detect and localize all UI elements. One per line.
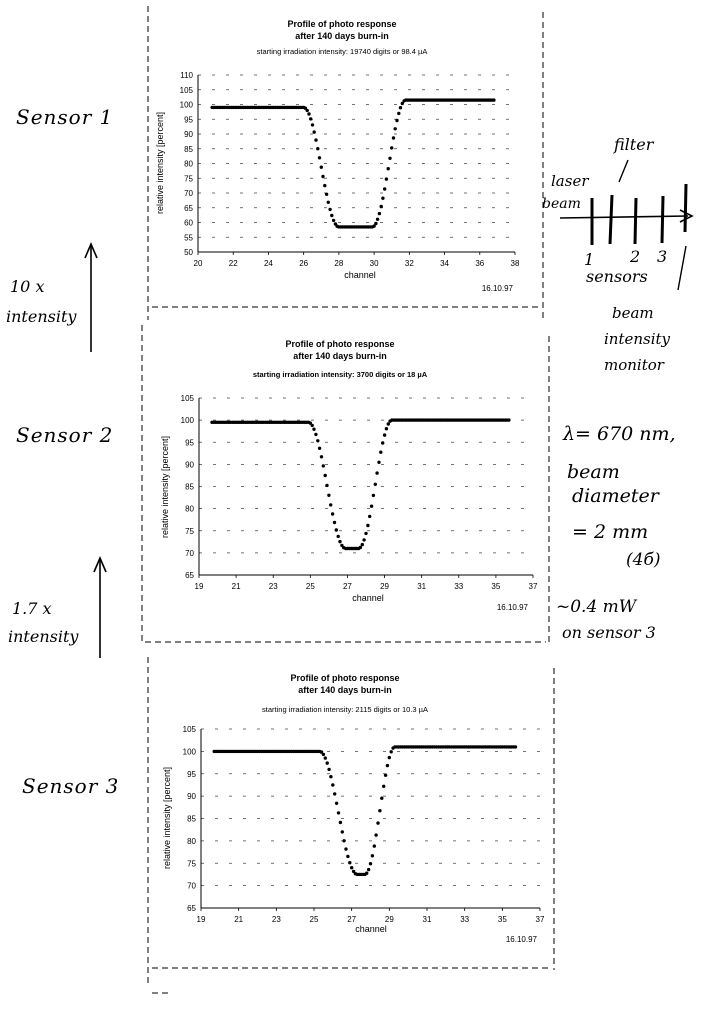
y-tick-label: 95 (187, 769, 196, 779)
data-point (374, 222, 377, 225)
y-tick-label: 100 (182, 747, 196, 757)
sensor-3-label: Sensor 3 (22, 774, 120, 798)
setup-n1: 1 (584, 250, 595, 269)
data-point (386, 764, 389, 767)
data-point (309, 117, 312, 120)
scan-frame-marks (142, 6, 554, 993)
data-point (384, 774, 387, 777)
data-point (338, 540, 341, 543)
y-axis-label: relative intensity [percent] (162, 766, 172, 870)
beam-line (560, 216, 688, 218)
chart-date: 16.10.97 (505, 935, 537, 944)
x-tick-label: 19 (194, 582, 204, 591)
param-note: (4б) (626, 550, 661, 570)
y-tick-label: 70 (185, 548, 194, 558)
chart-sensor-2 (160, 339, 538, 612)
y-tick-label: 60 (184, 218, 193, 228)
setup-monitor-2: intensity (604, 330, 671, 348)
setup-monitor-1: beam (612, 304, 654, 322)
param-power: ~0.4 mW (556, 597, 637, 617)
data-point (387, 167, 390, 170)
data-point (392, 136, 395, 139)
data-point (337, 811, 340, 814)
data-point (320, 166, 323, 169)
chart-note: starting irradiation intensity: 2115 digits or 10.3 µA (262, 705, 428, 714)
data-point (394, 127, 397, 130)
x-axis-label: channel (355, 924, 387, 934)
chart-date: 16.10.97 (496, 603, 528, 612)
chart-note: starting irradiation intensity: 3700 digits or 18 µA (252, 370, 428, 379)
y-tick-label: 70 (184, 189, 193, 198)
axes (201, 729, 540, 911)
x-tick-label: 25 (305, 582, 315, 591)
factor-10x: 10 x (10, 277, 45, 296)
x-tick-label: 27 (347, 915, 357, 924)
x-tick-label: 20 (193, 259, 203, 268)
data-point (379, 451, 382, 454)
y-tick-labels (181, 394, 195, 580)
data-point (329, 503, 332, 506)
filter-pointer (619, 160, 628, 182)
chart-date: 16.10.97 (481, 284, 513, 293)
chart-sensor-3 (162, 673, 545, 944)
data-point (342, 839, 345, 842)
data-point (388, 756, 391, 759)
data-point (339, 821, 342, 824)
data-point (370, 505, 373, 508)
y-tick-label: 80 (184, 159, 193, 169)
y-tick-label: 105 (180, 394, 194, 403)
data-point (348, 861, 351, 864)
data-point (361, 543, 364, 546)
data-point (366, 524, 369, 527)
y-tick-label: 90 (185, 460, 194, 470)
x-tick-label: 32 (404, 259, 414, 268)
data-point (382, 785, 385, 788)
param-diameter: diameter (572, 485, 659, 507)
factor-1-7x-intensity: intensity (8, 627, 79, 646)
x-tick-label: 37 (535, 915, 545, 924)
x-tick-label: 27 (342, 582, 352, 591)
data-point (324, 474, 327, 477)
data-point (323, 184, 326, 187)
setup-monitor-3: monitor (604, 356, 664, 374)
data-point (373, 844, 376, 847)
x-tick-label: 29 (380, 582, 390, 591)
data-point (378, 212, 381, 215)
data-point (381, 441, 384, 444)
chart-subtitle: after 140 days burn-in (295, 31, 389, 41)
y-tick-labels (180, 71, 194, 257)
data-point (306, 109, 309, 112)
y-tick-label: 65 (187, 904, 196, 913)
x-tick-label: 21 (234, 915, 244, 924)
data-point (314, 138, 317, 141)
x-tick-label: 19 (196, 915, 206, 924)
y-tick-label: 100 (179, 100, 193, 110)
data-point (318, 447, 321, 450)
data-point (371, 854, 374, 857)
y-tick-label: 85 (187, 814, 196, 824)
data-point (390, 146, 393, 149)
y-tick-label: 80 (185, 504, 194, 514)
y-tick-label: 85 (185, 482, 194, 492)
x-tick-labels (195, 582, 538, 591)
data-point (399, 106, 402, 109)
data-point (346, 855, 349, 858)
setup-n3: 3 (657, 247, 668, 266)
data-point (327, 201, 330, 204)
x-tick-label: 36 (475, 259, 485, 268)
data-point (372, 494, 375, 497)
data-point (316, 147, 319, 150)
data-point (344, 847, 347, 850)
x-tick-label: 25 (309, 915, 319, 924)
y-tick-label: 105 (182, 725, 196, 734)
chart-sensor-1 (155, 19, 520, 293)
param-beam: beam (567, 461, 620, 483)
x-tick-label: 21 (231, 582, 241, 591)
x-tick-label: 24 (263, 259, 273, 268)
x-tick-label: 23 (268, 582, 278, 591)
data-point (337, 535, 340, 538)
data-point (333, 792, 336, 795)
data-point (325, 193, 328, 196)
chart-title: Profile of photo response (285, 339, 395, 349)
data-point (362, 538, 365, 541)
y-tick-label: 75 (185, 526, 194, 536)
data-point (341, 830, 344, 833)
y-axis-label: relative intensity [percent] (155, 111, 165, 215)
setup-sensors: sensors (586, 267, 648, 286)
data-point (311, 424, 314, 427)
data-point (313, 130, 316, 133)
data-point (333, 521, 336, 524)
data-point (378, 809, 381, 812)
setup-beam: beam (542, 196, 581, 212)
param-wavelength: λ= 670 nm, (563, 423, 676, 445)
data-point (359, 546, 362, 549)
x-tick-label: 31 (417, 582, 427, 591)
data-point (318, 156, 321, 159)
y-tick-label: 65 (185, 571, 194, 580)
y-tick-label: 85 (184, 144, 193, 154)
param-diameter-value: = 2 mm (572, 521, 649, 543)
data-point (377, 461, 380, 464)
setup-laser: laser (551, 172, 589, 190)
y-tick-label: 95 (184, 115, 193, 125)
data-point (383, 187, 386, 190)
data-point (369, 862, 372, 865)
y-tick-label: 90 (187, 792, 196, 802)
x-tick-label: 30 (369, 259, 379, 268)
data-point (311, 123, 314, 126)
param-power-target: on sensor 3 (562, 623, 656, 642)
data-point (327, 494, 330, 497)
data-point (395, 119, 398, 122)
data-point (330, 214, 333, 217)
x-tick-label: 35 (497, 915, 507, 924)
data-point (327, 768, 330, 771)
data-point (390, 750, 393, 753)
data-point (374, 833, 377, 836)
axes (199, 398, 533, 578)
chart-subtitle: after 140 days burn-in (298, 685, 392, 695)
data-point (322, 753, 325, 756)
sensor-2-label: Sensor 2 (16, 423, 114, 447)
data-point (331, 783, 334, 786)
data-point (321, 175, 324, 178)
data-point (388, 157, 391, 160)
data-point (328, 208, 331, 211)
data-point (335, 802, 338, 805)
data-point (335, 528, 338, 531)
data-point (368, 515, 371, 518)
x-tick-label: 26 (299, 259, 309, 268)
y-tick-label: 100 (180, 416, 194, 426)
data-point (329, 775, 332, 778)
sensor-1-label: Sensor 1 (16, 105, 114, 129)
data-point (332, 219, 335, 222)
data-point (312, 428, 315, 431)
y-tick-label: 95 (185, 438, 194, 448)
x-axis-label: channel (352, 593, 384, 603)
x-tick-labels (197, 915, 545, 924)
y-tick-label: 110 (180, 71, 193, 80)
x-axis-label: channel (344, 270, 376, 280)
sensor-3-bar (662, 196, 663, 243)
x-tick-label: 28 (334, 259, 344, 268)
data-point (322, 464, 325, 467)
data-point (376, 821, 379, 824)
data-point (364, 532, 367, 535)
data-point (374, 483, 377, 486)
data-point (380, 797, 383, 800)
chart-note: starting irradiation intensity: 19740 digits or 98.4 µA (256, 47, 428, 56)
x-tick-labels (194, 259, 520, 268)
data-point (492, 98, 495, 101)
filter-bar (610, 195, 612, 244)
y-tick-label: 75 (184, 174, 193, 184)
data-point (507, 418, 510, 421)
y-tick-labels (183, 725, 197, 913)
y-axis-label: relative intensity [percent] (160, 435, 170, 539)
x-tick-label: 23 (271, 915, 281, 924)
data-point (350, 866, 353, 869)
data-point (324, 756, 327, 759)
x-tick-label: 22 (228, 259, 238, 268)
data-point (381, 197, 384, 200)
data-point (314, 433, 317, 436)
y-tick-label: 55 (184, 233, 193, 243)
data-point (367, 868, 370, 871)
monitor-bar (685, 184, 686, 232)
x-tick-label: 37 (528, 582, 538, 591)
data-point (326, 761, 329, 764)
sensor-2-bar (635, 198, 636, 244)
y-tick-label: 50 (184, 248, 193, 257)
factor-1-7x: 1.7 x (12, 599, 52, 618)
data-point (387, 422, 390, 425)
chart-title: Profile of photo response (287, 19, 397, 29)
y-tick-label: 65 (184, 203, 193, 213)
data-point (383, 433, 386, 436)
data-points (213, 745, 518, 876)
data-point (365, 872, 368, 875)
data-point (375, 471, 378, 474)
data-point (385, 427, 388, 430)
x-tick-label: 33 (454, 582, 464, 591)
factor-10x-intensity: intensity (6, 307, 77, 326)
data-point (320, 455, 323, 458)
x-tick-label: 34 (440, 259, 450, 268)
data-point (331, 512, 334, 515)
y-tick-label: 75 (187, 859, 196, 869)
x-tick-label: 33 (460, 915, 470, 924)
x-tick-label: 38 (510, 259, 520, 268)
x-tick-label: 29 (384, 915, 394, 924)
y-tick-label: 70 (187, 881, 196, 891)
y-tick-label: 90 (184, 130, 193, 139)
setup-n2: 2 (630, 247, 641, 266)
data-point (397, 112, 400, 115)
setup-filter: filter (614, 135, 654, 154)
chart-title: Profile of photo response (290, 673, 400, 683)
data-point (316, 439, 319, 442)
data-point (380, 205, 383, 208)
chart-subtitle: after 140 days burn-in (293, 351, 387, 361)
monitor-pointer (678, 246, 686, 290)
y-tick-label: 80 (187, 836, 196, 846)
data-point (514, 745, 517, 748)
data-point (385, 177, 388, 180)
data-point (376, 218, 379, 221)
x-tick-label: 35 (491, 582, 501, 591)
x-tick-label: 31 (422, 915, 432, 924)
data-point (325, 484, 328, 487)
y-tick-label: 105 (179, 85, 193, 95)
data-point (307, 112, 310, 115)
